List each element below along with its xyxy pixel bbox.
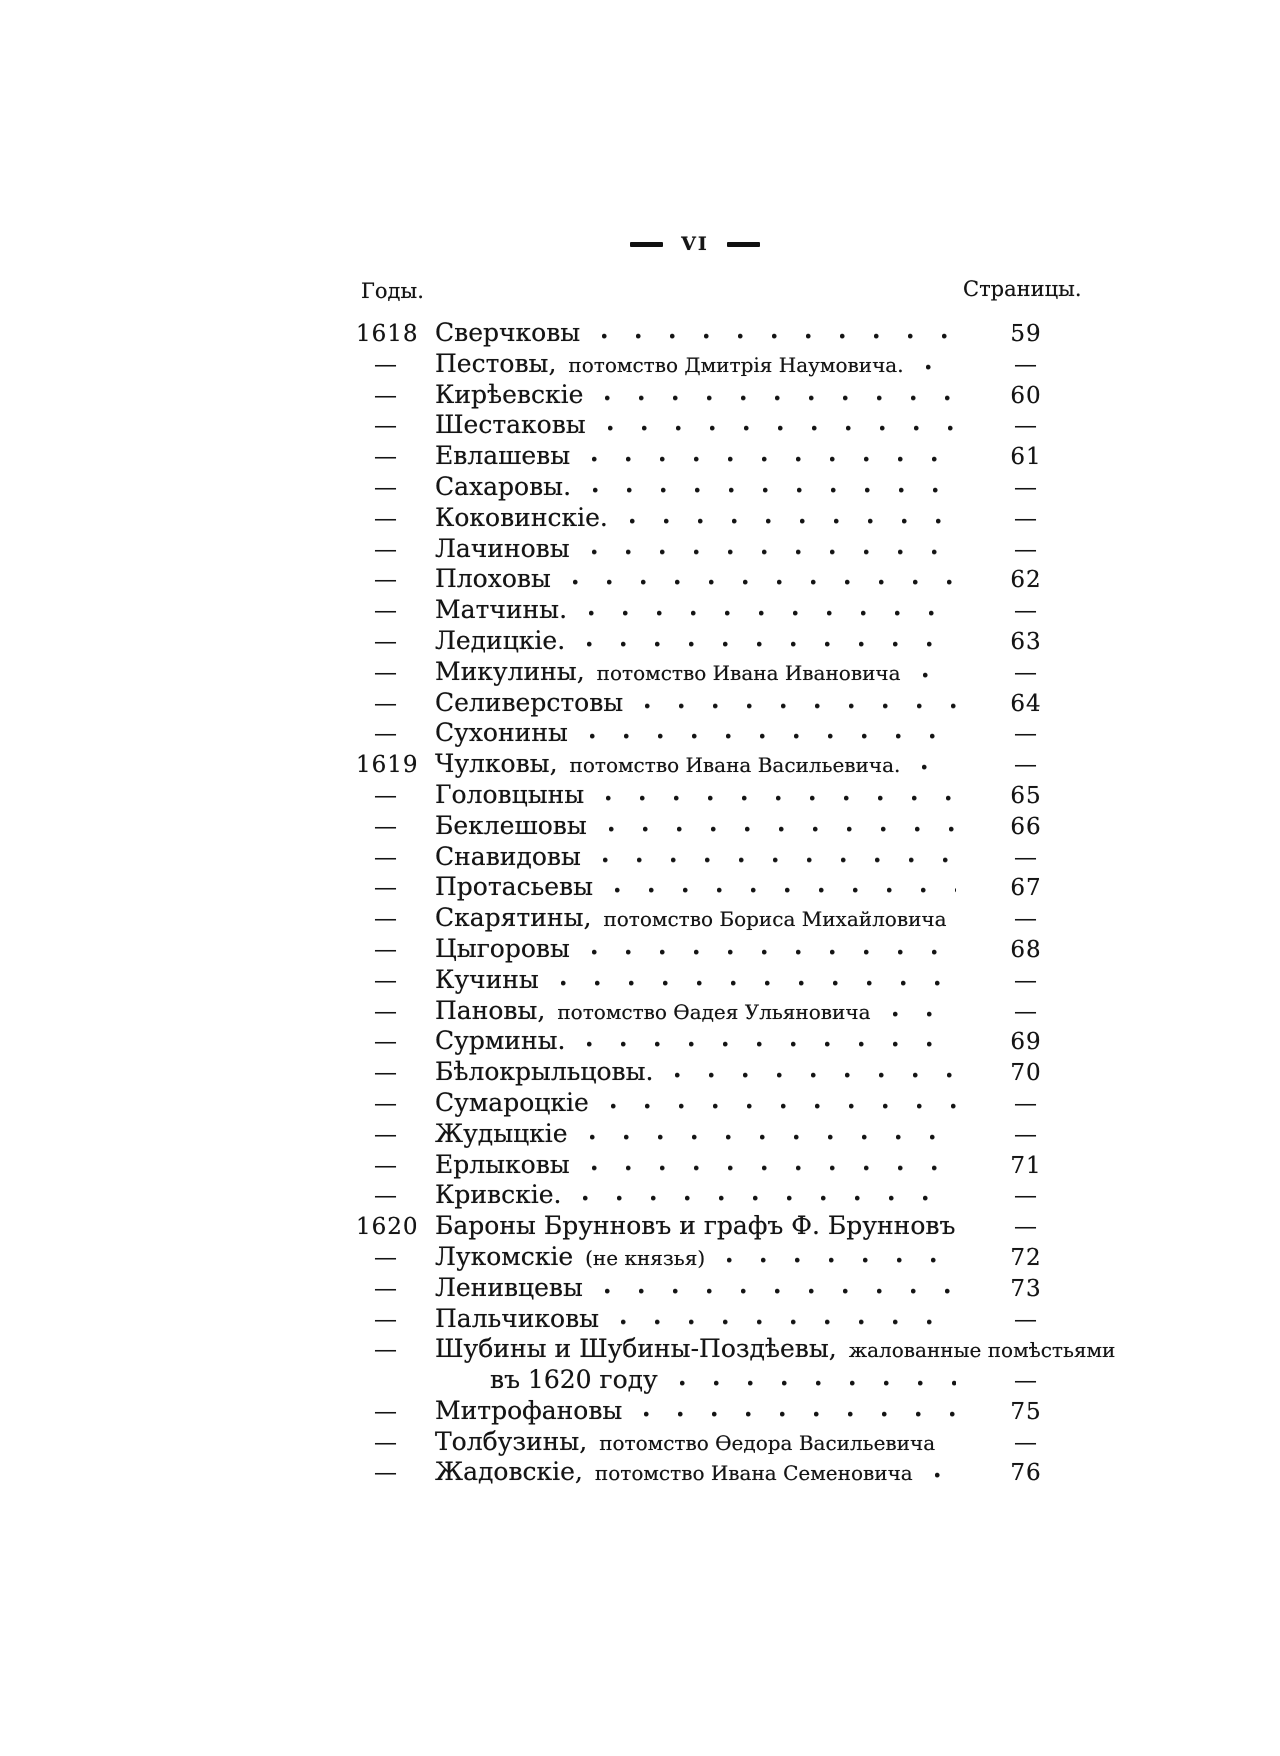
page-number: — <box>1014 659 1038 686</box>
year-cell: — <box>374 567 398 594</box>
toc-row <box>356 1150 1062 1181</box>
entry <box>435 1211 990 1242</box>
year-cell: — <box>374 875 398 902</box>
dot-leader <box>588 318 956 349</box>
year-cell: — <box>374 690 398 717</box>
entry <box>435 1365 990 1396</box>
toc-row <box>356 934 1062 965</box>
entry <box>435 1180 990 1211</box>
year-cell: 1618 <box>356 321 419 347</box>
page-number: — <box>1014 1121 1038 1148</box>
entry <box>435 934 990 965</box>
page-number: — <box>1014 721 1038 748</box>
dot-leader <box>592 780 956 811</box>
page-number: — <box>1014 906 1038 933</box>
toc-row <box>356 1365 1062 1396</box>
page-number: 63 <box>1010 628 1042 655</box>
left-dash-rule <box>630 242 663 247</box>
dot-leader <box>601 872 956 903</box>
page-number: — <box>1014 351 1038 378</box>
family-name: Пестовы, <box>435 348 557 378</box>
dot-leader <box>631 688 956 719</box>
family-name: Лукомскіе <box>435 1241 574 1271</box>
dot-leader <box>575 595 956 626</box>
page-number: 67 <box>1010 875 1042 902</box>
toc-row <box>356 1273 1062 1304</box>
entry <box>435 626 990 657</box>
year-cell: — <box>374 1337 398 1364</box>
folio-numeral: VI <box>681 233 709 255</box>
dot-leader <box>666 1365 956 1396</box>
family-name: Селиверстовы <box>435 687 624 717</box>
toc-row <box>356 1088 1062 1119</box>
lineage-note: (не князья) <box>585 1245 706 1270</box>
family-name: Жудыцкіе <box>435 1118 568 1148</box>
family-name: Кривскіе. <box>435 1180 562 1210</box>
toc-row <box>356 1396 1062 1427</box>
toc-row <box>356 1119 1062 1150</box>
year-cell: — <box>374 936 398 963</box>
toc-row <box>356 1334 1116 1365</box>
dot-leader <box>578 534 956 565</box>
year-cell: — <box>374 721 398 748</box>
family-name: Головцыны <box>435 779 585 809</box>
lineage-note: потомство Ѳедора Васильевича <box>599 1430 936 1455</box>
page-number: 75 <box>1010 1398 1042 1425</box>
entry <box>435 996 990 1028</box>
years-column-header: Годы. <box>361 279 424 303</box>
entry <box>435 595 990 626</box>
toc-row <box>356 534 1062 565</box>
family-name: Пановы, <box>435 995 546 1025</box>
year-cell: — <box>374 844 398 871</box>
toc-row <box>356 1026 1062 1057</box>
toc-row <box>356 1211 1062 1242</box>
dot-leader <box>591 1273 956 1304</box>
entry <box>435 965 990 996</box>
dot-leader <box>607 1304 956 1335</box>
family-name: Сухонины <box>435 718 568 748</box>
lineage-note: потомство Ѳадея Ульяновича <box>557 999 871 1024</box>
year-cell: — <box>374 628 398 655</box>
family-name: Митрофановы <box>435 1395 623 1425</box>
toc-row <box>356 349 1062 380</box>
entry <box>435 1057 990 1088</box>
toc-row <box>356 318 1062 349</box>
year-cell: — <box>374 967 398 994</box>
page-number: 70 <box>1010 1060 1042 1087</box>
entry <box>435 1427 990 1459</box>
family-name: Пальчиковы <box>435 1303 600 1333</box>
year-cell: — <box>374 1275 398 1302</box>
entry <box>435 1242 990 1274</box>
entry <box>435 380 990 411</box>
page-number: — <box>1014 1214 1038 1241</box>
family-name: Плоховы <box>435 564 551 594</box>
toc-row <box>356 903 1062 934</box>
entry <box>435 1119 990 1150</box>
family-name: Снавидовы <box>435 841 581 871</box>
year-cell: — <box>374 351 398 378</box>
entry <box>435 349 990 381</box>
entry <box>435 749 990 781</box>
dot-leader <box>547 965 956 996</box>
page-number: — <box>1014 505 1038 532</box>
entry <box>435 318 990 349</box>
family-name: Сумароцкіе <box>435 1087 589 1117</box>
year-cell: — <box>374 1060 398 1087</box>
dot-leader <box>578 1150 956 1181</box>
toc-row <box>356 996 1062 1027</box>
year-cell: — <box>374 1183 398 1210</box>
year-cell: — <box>374 813 398 840</box>
dot-leader <box>569 1180 956 1211</box>
toc-row <box>356 718 1062 749</box>
year-cell: — <box>374 1244 398 1271</box>
page-number: — <box>1014 1306 1038 1333</box>
entry <box>435 657 990 689</box>
family-name: Микулины, <box>435 656 585 686</box>
toc-row <box>356 472 1062 503</box>
entry <box>435 472 990 503</box>
toc-row <box>356 1457 1062 1488</box>
page-number: — <box>1014 536 1038 563</box>
page-number: 65 <box>1010 782 1042 809</box>
year-cell: — <box>374 1429 398 1456</box>
entry <box>435 441 990 472</box>
family-name: Лачиновы <box>435 533 570 563</box>
entry <box>435 842 990 873</box>
toc-row <box>356 1427 1062 1458</box>
year-cell: — <box>374 505 398 532</box>
toc-row <box>356 688 1062 719</box>
toc-row <box>356 441 1062 472</box>
family-name: Коковинскіе. <box>435 502 608 532</box>
dot-leader <box>909 657 956 689</box>
year-cell: 1620 <box>356 1214 419 1241</box>
entry <box>435 1088 990 1119</box>
toc-row <box>356 872 1062 903</box>
year-cell: — <box>374 906 398 933</box>
year-cell: — <box>374 1029 398 1056</box>
pages-column-header: Страницы. <box>963 277 1082 301</box>
family-name: Шестаковы <box>435 410 586 440</box>
entry <box>435 718 990 749</box>
dot-leader <box>579 472 956 503</box>
family-name: Чулковы, <box>435 749 558 779</box>
dot-leader <box>955 903 956 935</box>
dot-leader <box>576 718 956 749</box>
dot-leader <box>943 1427 956 1459</box>
lineage-note: потомство Ивана Ивановича <box>596 660 901 685</box>
page-number: — <box>1014 844 1038 871</box>
year-cell: — <box>374 1090 398 1117</box>
toc-row <box>356 965 1062 996</box>
dot-leader <box>578 441 956 472</box>
page-number: 60 <box>1010 382 1042 409</box>
entry <box>435 1334 1116 1366</box>
lineage-note: потомство Дмитрія Наумовича. <box>568 352 904 377</box>
dot-leader <box>591 380 956 411</box>
lineage-note: потомство Бориса Михайловича <box>603 907 947 932</box>
year-cell: — <box>374 413 398 440</box>
year-cell: — <box>374 659 398 686</box>
page-number: 62 <box>1010 567 1042 594</box>
year-cell: — <box>374 598 398 625</box>
toc-row <box>356 842 1062 873</box>
family-name: Ерлыковы <box>435 1149 570 1179</box>
dot-leader <box>912 349 956 381</box>
entry <box>435 503 990 534</box>
family-name: Ленивцевы <box>435 1272 583 1302</box>
year-cell: — <box>374 474 398 501</box>
dot-leader <box>594 410 956 441</box>
page-number: 68 <box>1010 936 1042 963</box>
family-name: Ледицкіе. <box>435 625 566 655</box>
family-name: Кирѣевскіе <box>435 379 584 409</box>
table-of-contents <box>356 318 1116 1488</box>
family-name: Толбузины, <box>435 1426 588 1456</box>
page-number: 76 <box>1010 1460 1042 1487</box>
toc-row <box>356 410 1062 441</box>
year-cell: — <box>374 1306 398 1333</box>
toc-row <box>356 380 1062 411</box>
continuation-text: въ 1620 году <box>490 1365 658 1395</box>
family-name: Скарятины, <box>435 903 592 933</box>
dot-leader <box>616 503 956 534</box>
page-number: 61 <box>1010 444 1042 471</box>
toc-row <box>356 1057 1062 1088</box>
year-cell: — <box>374 1152 398 1179</box>
dot-leader <box>879 996 956 1028</box>
page-number: — <box>1014 1368 1038 1395</box>
dot-leader <box>713 1242 956 1274</box>
dot-leader <box>597 1088 956 1119</box>
page-number: 59 <box>1010 321 1042 347</box>
page-number: 69 <box>1010 1029 1042 1056</box>
family-name: Сверчковы <box>435 318 581 347</box>
dot-leader <box>595 811 956 842</box>
entry <box>435 1457 990 1489</box>
toc-row <box>356 657 1062 688</box>
page-number: 73 <box>1010 1275 1042 1302</box>
entry <box>435 811 990 842</box>
toc-row <box>356 780 1062 811</box>
family-name: Бароны Брунновъ и графъ Ф. Брунновъ <box>435 1211 956 1241</box>
family-name: Евлашевы <box>435 441 571 471</box>
family-name: Беклешовы <box>435 810 587 840</box>
toc-row <box>356 503 1062 534</box>
entry <box>435 780 990 811</box>
dot-leader <box>589 842 956 873</box>
dot-leader <box>578 934 956 965</box>
family-name: Матчины. <box>435 595 568 625</box>
page-number: 71 <box>1010 1152 1042 1179</box>
toc-row <box>356 1242 1062 1273</box>
toc-row <box>356 1180 1062 1211</box>
dot-leader <box>559 564 956 595</box>
entry <box>435 564 990 595</box>
dot-leader <box>630 1396 956 1427</box>
right-dash-rule <box>727 242 760 247</box>
dot-leader <box>921 1457 956 1489</box>
page-number: 64 <box>1010 690 1042 717</box>
year-cell: — <box>374 444 398 471</box>
page-number: — <box>1014 474 1038 501</box>
entry <box>435 872 990 903</box>
entry <box>435 903 990 935</box>
toc-row <box>356 595 1062 626</box>
page-number: — <box>1014 413 1038 440</box>
entry <box>435 1026 990 1057</box>
page-number: — <box>1014 1090 1038 1117</box>
page-number: — <box>1014 1429 1038 1456</box>
family-name: Бѣлокрыльцовы. <box>435 1057 654 1087</box>
entry <box>435 1396 990 1427</box>
family-name: Цыгоровы <box>435 933 570 963</box>
entry <box>435 410 990 441</box>
year-cell: — <box>374 536 398 563</box>
dot-leader <box>573 1026 956 1057</box>
page-number: 72 <box>1010 1244 1042 1271</box>
lineage-note: жалованные помѣстьями <box>848 1338 1116 1363</box>
year-cell: — <box>374 1398 398 1425</box>
entry <box>435 688 990 719</box>
family-name: Сахаровы. <box>435 471 572 501</box>
dot-leader <box>661 1057 956 1088</box>
entry <box>435 1150 990 1181</box>
dot-leader <box>576 1119 956 1150</box>
page-number: — <box>1014 1183 1038 1210</box>
family-name: Жадовскіе, <box>435 1457 583 1487</box>
dot-leader <box>908 749 956 781</box>
family-name: Шубины и Шубины-Поздѣевы, <box>435 1334 837 1364</box>
page-number: — <box>1014 967 1038 994</box>
year-cell: — <box>374 382 398 409</box>
entry <box>435 1273 990 1304</box>
toc-row <box>356 1304 1062 1335</box>
year-cell: — <box>374 1121 398 1148</box>
year-cell: — <box>374 998 398 1025</box>
year-cell: — <box>374 782 398 809</box>
year-cell: 1619 <box>356 752 419 779</box>
lineage-note: потомство Ивана Васильевича. <box>569 753 901 778</box>
toc-row <box>356 626 1062 657</box>
page-number: — <box>1014 752 1038 779</box>
page-number: — <box>1014 998 1038 1025</box>
page-number: 66 <box>1010 813 1042 840</box>
entry <box>435 1304 990 1335</box>
family-name: Протасьевы <box>435 872 593 902</box>
running-head <box>55 233 1280 259</box>
entry <box>435 534 990 565</box>
toc-row <box>356 564 1062 595</box>
family-name: Кучины <box>435 964 539 994</box>
family-name: Сурмины. <box>435 1026 566 1056</box>
dot-leader <box>573 626 956 657</box>
year-cell: — <box>374 1460 398 1487</box>
page-number: — <box>1014 598 1038 625</box>
toc-row <box>356 749 1062 780</box>
toc-row <box>356 811 1062 842</box>
lineage-note: потомство Ивана Семеновича <box>594 1461 913 1486</box>
